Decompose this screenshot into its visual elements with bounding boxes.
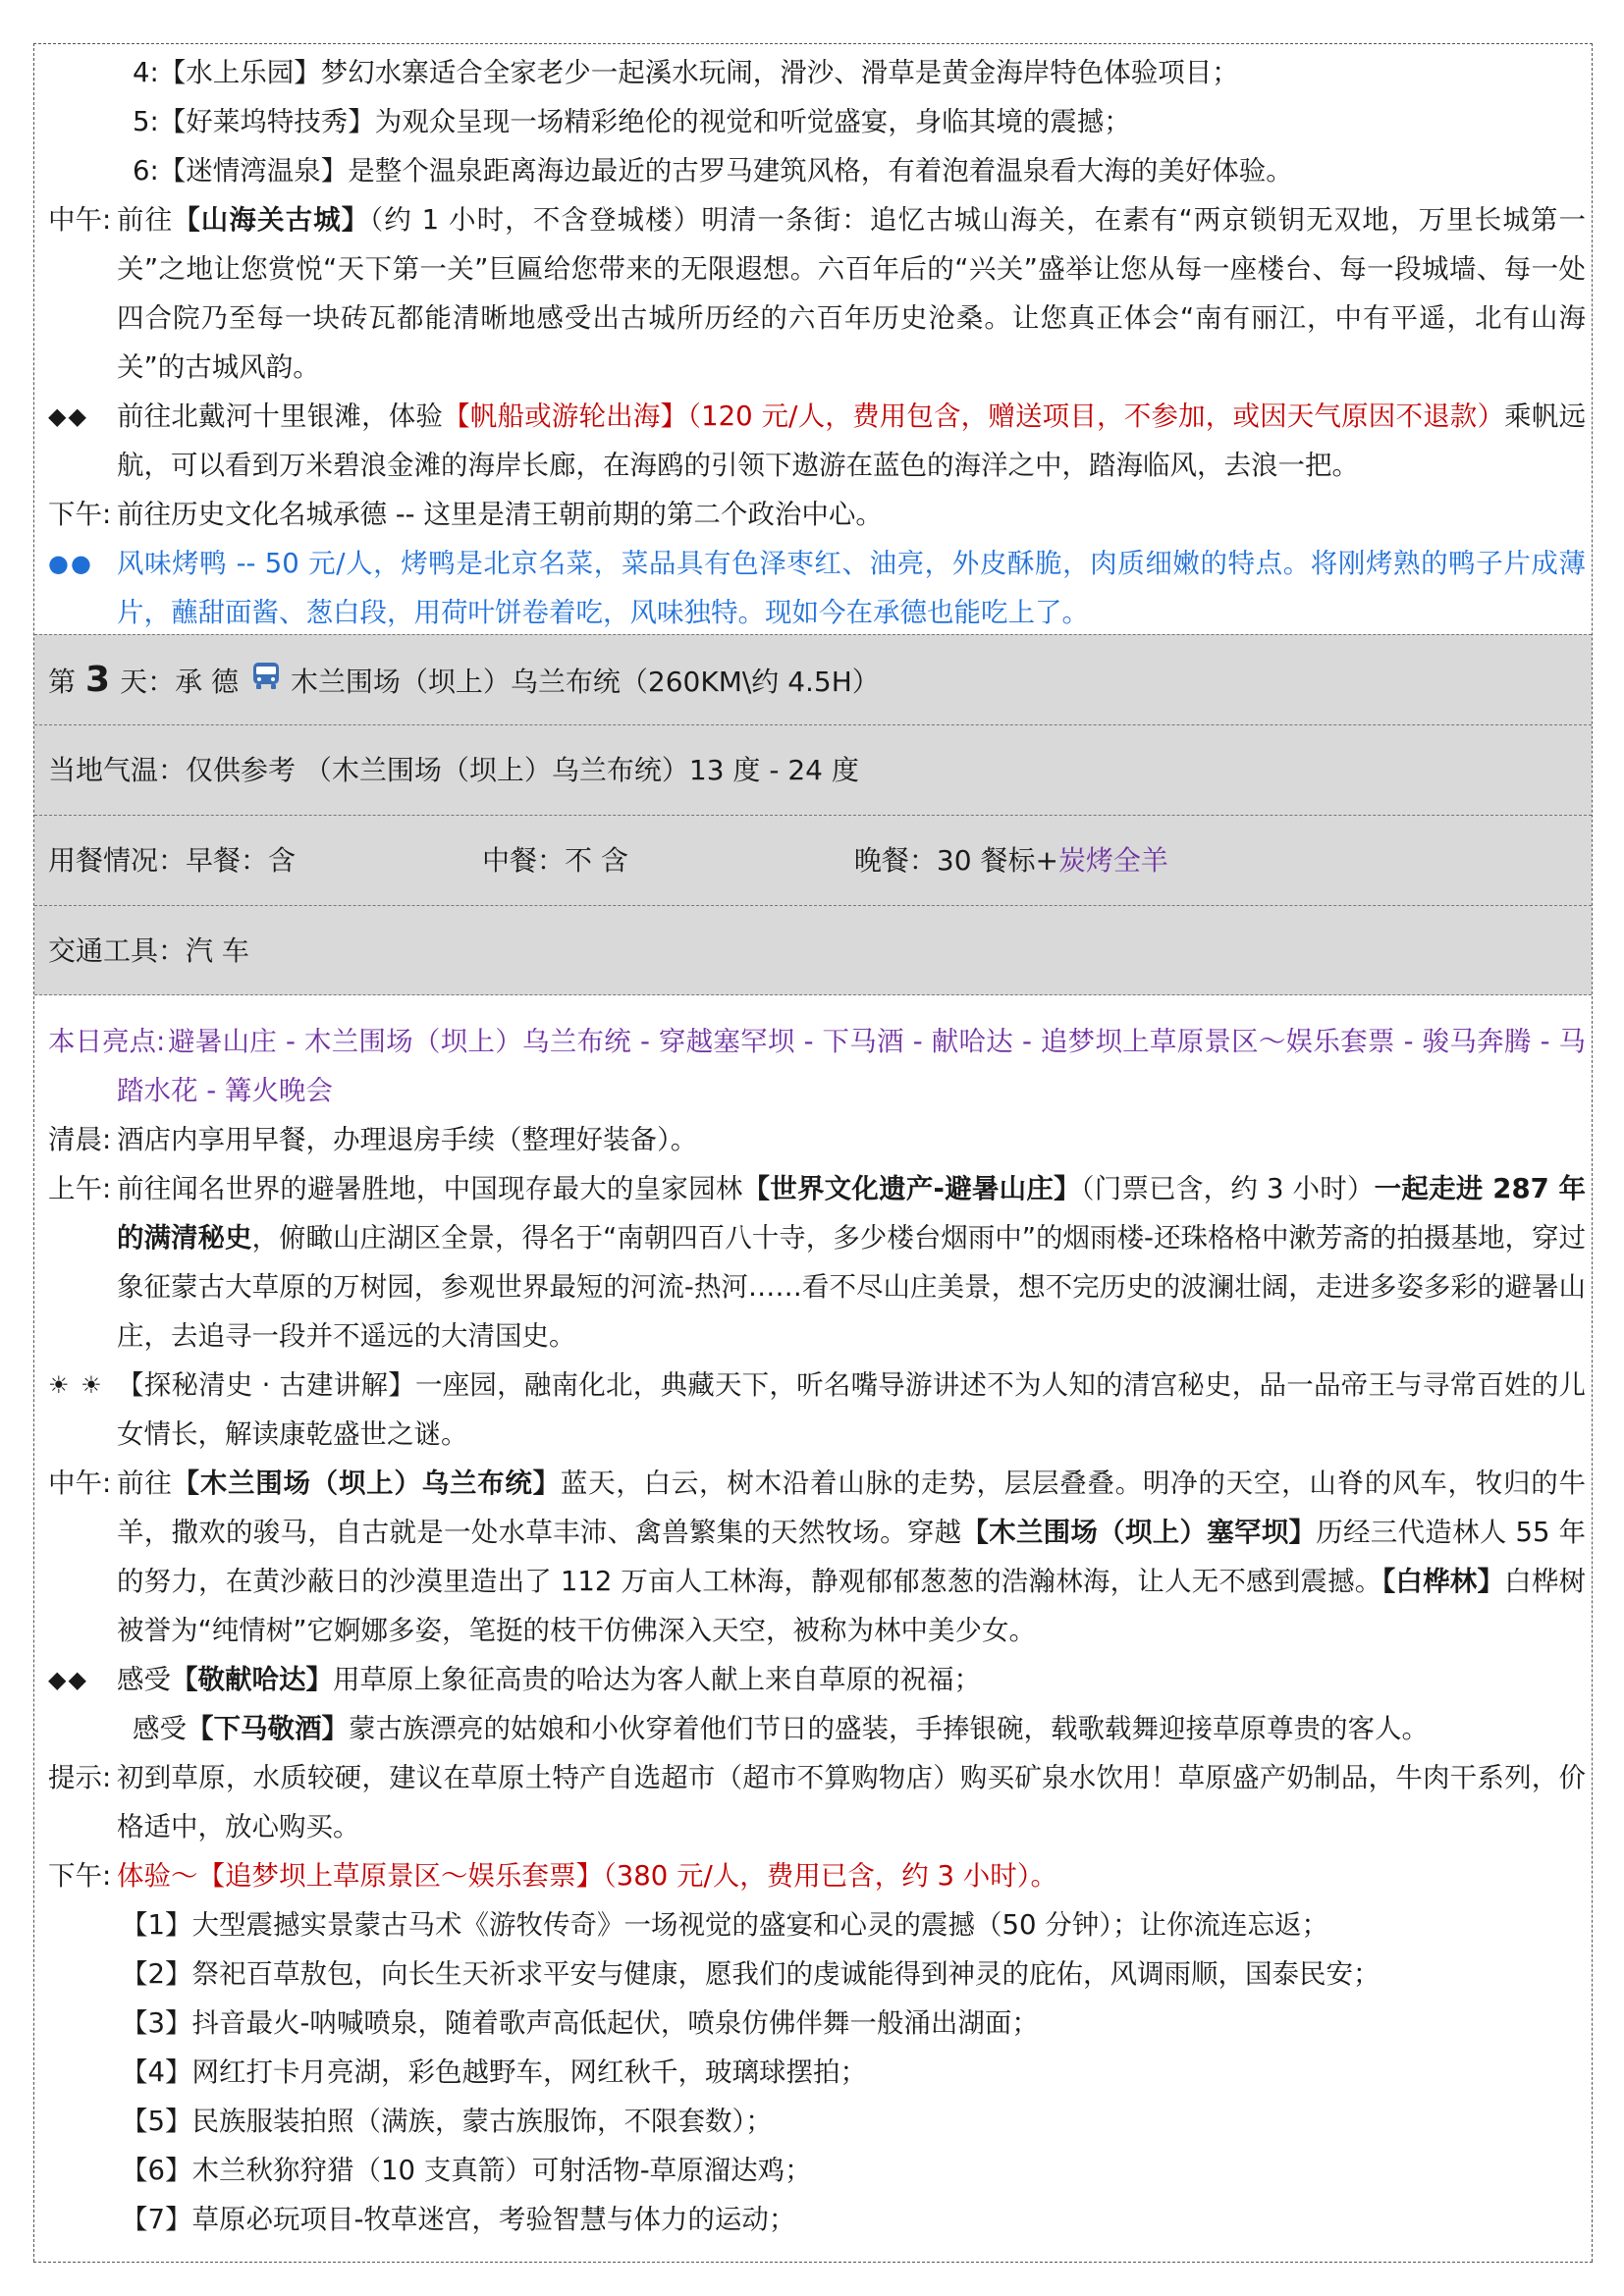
highlight-text: 避暑山庄 - 木兰围场（坝上）乌兰布统 - 穿越塞罕坝 - 下马酒 - 献哈达 - 追梦坝上草原景区～娱乐套票 - 骏马奔腾 - 马踏水花 - 篝火晚会 <box>117 1026 1586 1106</box>
transport-text: 交通工具：汽 车 <box>48 934 249 967</box>
noon-rest-day3: 白桦树被誉为“纯情树”它婀娜多姿，笔挺的枝干仿佛深入天空，被称为林中美少女。 <box>117 1566 1587 1646</box>
shanhaiguan-title: 【山海关古城】 <box>173 204 370 236</box>
feel1-pre: 感受 <box>117 1664 171 1695</box>
diamond-icon: ◆◆ <box>48 402 88 430</box>
highlight-label-text: 本日亮点: <box>48 1026 166 1057</box>
wine-row <box>34 1704 1592 1753</box>
meal-breakfast: 用餐情况：早餐：含 <box>48 844 297 877</box>
package-item: 【2】祭祀百草敖包，向长生天祈求平安与健康，愿我们的虔诚能得到神灵的庇佑，风调雨顺，国泰民安； <box>121 1958 1380 1990</box>
package-item: 【3】抖音最火-呐喊喷泉，随着歌声高低起伏，喷泉仿佛伴舞一般涌出湖面； <box>121 2007 1039 2039</box>
highlight-label <box>34 1017 166 1115</box>
boat-highlight: 【帆船或游轮出海】（120 元/人，费用包含，赠送项目，不参加，或因天气原因不退款） <box>443 400 1505 432</box>
birch-forest-title: 【白桦林】 <box>1381 1566 1505 1597</box>
tip-row <box>34 1753 1592 1851</box>
transport-band <box>34 905 1592 995</box>
boat-rest: 乘帆远航，可以看到万米碧浪金滩的海岸长廊，在海鸥的引领下遨游在蓝色的海洋之中，踏海临风，去浪一把。 <box>117 400 1587 481</box>
park-item-5: 5:【好莱坞特技秀】为观众呈现一场精彩绝伦的视觉和听觉盛宴，身临其境的震撼； <box>133 106 1131 137</box>
noon-text-day3 <box>117 1459 1586 1655</box>
noon-text <box>117 195 1586 392</box>
dots-icon: ●● <box>48 550 93 577</box>
wine-title: 【下马敬酒】 <box>187 1713 349 1744</box>
package-item: 【1】大型震撼实景蒙古马术《游牧传奇》一场视觉的盛宴和心灵的震撼（50 分钟）；让你流连忘返； <box>121 1909 1328 1941</box>
early-morning-text: 酒店内享用早餐，办理退房手续（整理好装备）。 <box>117 1124 698 1155</box>
package-item: 【7】草原必玩项目-牧草迷宫，考验智慧与体力的运动； <box>121 2204 796 2235</box>
hada-text <box>117 1655 1586 1704</box>
day-number: 3 <box>85 660 111 700</box>
package-item: 【6】木兰秋狝狩猎（10 支真箭）可射活物-草原溜达鸡； <box>121 2155 812 2186</box>
afternoon-label: 下午: <box>48 499 112 530</box>
morning-mid: （门票已含，约 3 小时） <box>1080 1173 1375 1204</box>
day-prefix: 第 <box>48 666 77 698</box>
afternoon-row-day3 <box>34 1851 1592 1900</box>
explore-text: 【探秘清史 · 古建讲解】一座园，融南化北，典藏天下，听名嘴导游讲述不为人知的清宫秘史，品一品帝王与寻常百姓的儿女情长，解读康乾盛世之谜。 <box>117 1369 1586 1450</box>
afternoon-label-day3: 下午: <box>48 1860 112 1892</box>
meal-lunch: 中餐：不 含 <box>482 844 628 877</box>
package-item: 【4】网红打卡月亮湖，彩色越野车，网红秋千，玻璃球摆拍； <box>121 2056 867 2088</box>
itinerary-page <box>33 43 1593 2262</box>
sun-icon: ☀ ☀ <box>48 1371 104 1399</box>
diamond-icon-day3: ◆◆ <box>48 1666 88 1693</box>
morning-label: 上午: <box>48 1173 112 1204</box>
page-bottom-border <box>33 2262 1593 2263</box>
highlight-row <box>34 1017 1592 1115</box>
explore-row <box>34 1361 1592 1459</box>
feel2-rest: 蒙古族漂亮的姑娘和小伙穿着他们节日的盛装，手捧银碗，载歌载舞迎接草原尊贵的客人。 <box>349 1713 1429 1744</box>
day3-detail <box>34 1017 1592 2244</box>
day2-continuation <box>34 48 1592 637</box>
noon-pre: 前往 <box>117 204 174 236</box>
boat-text <box>117 392 1586 490</box>
meal-dinner-special: 炭烤全羊 <box>1057 844 1168 877</box>
package-item: 【5】民族服装拍照（满族，蒙古族服饰，不限套数）； <box>121 2106 773 2137</box>
feel2-pre: 感受 <box>133 1713 187 1744</box>
tip-text: 初到草原，水质较硬，建议在草原土特产自选超市（超市不算购物店）购买矿泉水饮用！草原盛产奶制品，牛肉干系列，价格适中，放心购买。 <box>117 1762 1586 1842</box>
noon-label-day3: 中午: <box>48 1468 112 1499</box>
hada-row <box>34 1655 1592 1704</box>
early-morning-row <box>34 1115 1592 1164</box>
qing-history-highlight: 一起走进 287 年的满清秘史 <box>117 1173 1587 1254</box>
day-route: 木兰围场（坝上）乌兰布统（260KM\约 4.5H） <box>290 666 880 698</box>
day3-header <box>34 634 1592 724</box>
noon-label: 中午: <box>48 204 112 236</box>
noon-pre-day3: 前往 <box>117 1468 173 1499</box>
weather-band <box>34 724 1592 815</box>
meal-dinner: 晚餐：30 餐标+ <box>853 844 1058 877</box>
boat-row <box>34 392 1592 490</box>
ulanbutong-title: 【木兰围场（坝上）乌兰布统】 <box>172 1468 561 1499</box>
boat-pre: 前往北戴河十里银滩，体验 <box>117 400 444 432</box>
morning-row <box>34 1164 1592 1361</box>
park-item-4: 4:【水上乐园】梦幻水寨适合全家老少一起溪水玩闹，滑沙、滑草是黄金海岸特色体验项目； <box>133 57 1239 88</box>
noon-rest: （约 1 小时，不含登城楼）明清一条街：追忆古城山海关，在素有“两京锁钥无双地，万里长城第一关”之地让您赏悦“天下第一关”巨匾给您带来的无限遐想。六百年后的“兴关”盛举让您从每一座楼台、每一段城墙、每一处四合院乃至每一块砖瓦都能清晰地感受出古城所历经的六百年历史沧桑。让您真正体会“南有丽江，中有平遥，北有山海关”的古城风韵。 <box>117 204 1587 383</box>
saihanba-title: 【木兰围场（坝上）塞罕坝】 <box>961 1517 1317 1548</box>
afternoon-row <box>34 490 1592 539</box>
day-city: 天：承 德 <box>120 666 239 698</box>
noon-mid2: 历经三代造林人 55 年的努力，在黄沙蔽日的沙漠里造出了 112 万亩人工林海，静观郁郁葱葱的浩瀚林海，让人无不感到震撼。 <box>117 1517 1587 1597</box>
roast-duck-text: 风味烤鸭 -- 50 元/人，烤鸭是北京名菜，菜品具有色泽枣红、油亮，外皮酥脆，肉质细嫩的特点。将刚烤熟的鸭子片成薄片，蘸甜面酱、葱白段，用荷叶饼卷着吃，风味独特。现如今在承德也能吃上了。 <box>117 548 1586 628</box>
park-item-6: 6:【迷情湾温泉】是整个温泉距离海边最近的古罗马建筑风格，有着泡着温泉看大海的美好体验。 <box>133 155 1293 187</box>
bus-icon <box>249 638 283 728</box>
roast-duck-row <box>34 539 1592 637</box>
tip-label: 提示: <box>48 1762 112 1793</box>
noon-row-day3 <box>34 1459 1592 1655</box>
afternoon-text: 前往历史文化名城承德 -- 这里是清王朝前期的第二个政治中心。 <box>117 499 883 530</box>
feel1-rest: 用草原上象征高贵的哈达为客人献上来自草原的祝福； <box>333 1664 981 1695</box>
noon-row <box>34 195 1592 392</box>
afternoon-text-day3: 体验～【追梦坝上草原景区～娱乐套票】（380 元/人，费用已含，约 3 小时）。 <box>117 1860 1057 1892</box>
weather-text: 当地气温：仅供参考 （木兰围场（坝上）乌兰布统）13 度 - 24 度 <box>48 754 859 786</box>
early-morning-label: 清晨: <box>48 1124 112 1155</box>
morning-text <box>117 1164 1586 1361</box>
morning-rest: ，俯瞰山庄湖区全景，得名于“南朝四百八十寺，多少楼台烟雨中”的烟雨楼-还珠格格中漱芳斋的拍摄基地，穿过象征蒙古大草原的万树园，参观世界最短的河流-热河……看不尽山庄美景，想不完历史的波澜壮阔，走进多姿多彩的避暑山庄，去追寻一段并不遥远的大清国史。 <box>117 1222 1586 1352</box>
summer-resort-title: 【世界文化遗产-避暑山庄】 <box>742 1173 1081 1204</box>
hada-title: 【敬献哈达】 <box>171 1664 333 1695</box>
morning-pre: 前往闻名世界的避暑胜地，中国现存最大的皇家园林 <box>117 1173 743 1204</box>
noon-mid1: 蓝天，白云，树木沿着山脉的走势，层层叠叠。明净的天空，山脊的风车，牧归的牛羊，撒欢的骏马，自古就是一处水草丰沛、禽兽繁集的天然牧场。穿越 <box>117 1468 1587 1548</box>
meals-band <box>34 815 1592 905</box>
